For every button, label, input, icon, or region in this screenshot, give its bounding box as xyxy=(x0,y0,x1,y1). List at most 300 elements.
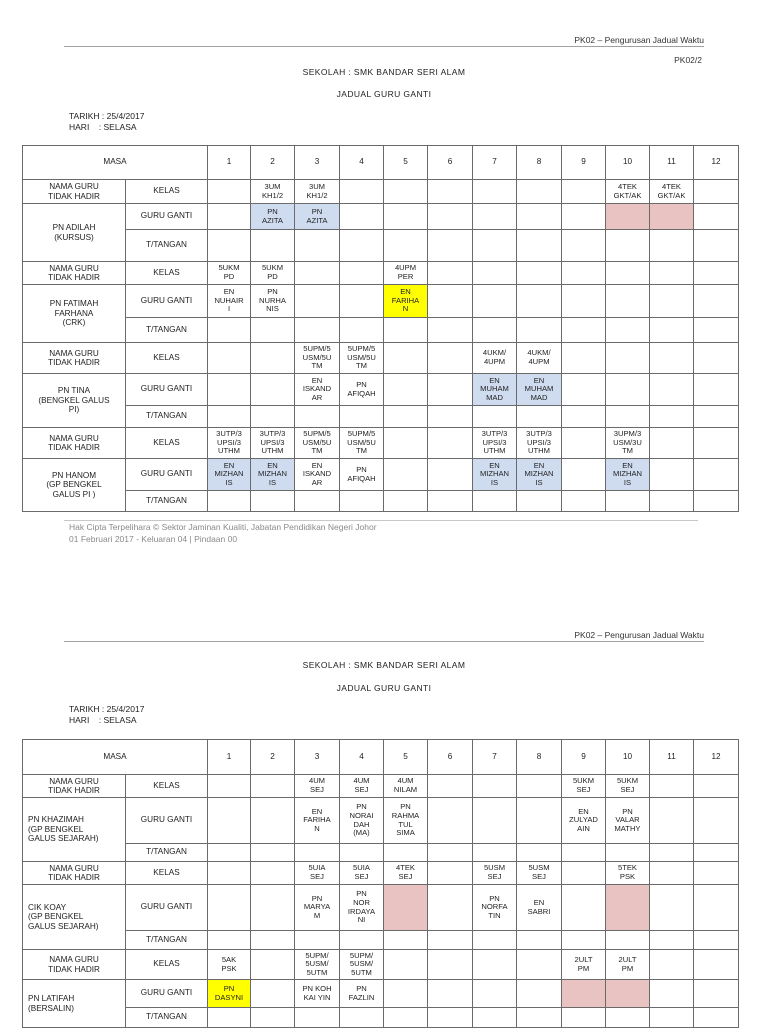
relief-teacher-cell xyxy=(428,885,473,931)
absent-teacher-name: PN ADILAH (KURSUS) xyxy=(23,204,126,262)
header-row xyxy=(23,146,739,180)
kelas-row xyxy=(23,950,739,980)
period-header: 4 xyxy=(340,146,384,180)
relief-row xyxy=(23,374,739,406)
signature-cell xyxy=(606,230,650,262)
relief-teacher-cell: EN MUHAM MAD xyxy=(473,374,517,406)
class-cell xyxy=(473,775,517,798)
signature-label: T/TANGAN xyxy=(126,406,208,428)
class-cell: 3UTP/3 UPSI/3 UTHM xyxy=(473,428,517,459)
class-cell xyxy=(517,262,562,285)
signature-cell xyxy=(694,844,739,862)
class-cell xyxy=(650,428,694,459)
signature-cell xyxy=(473,931,517,950)
relief-teacher-cell xyxy=(562,285,606,318)
relief-teacher-cell xyxy=(208,885,251,931)
relief-teacher-cell xyxy=(562,459,606,491)
relief-teacher-cell: PN NORAI DAH (MA) xyxy=(340,798,384,844)
relief-teacher-cell xyxy=(208,374,251,406)
class-cell xyxy=(694,428,739,459)
class-cell: 5UPM/ 5USM/ 5UTM xyxy=(340,950,384,980)
class-cell xyxy=(694,775,739,798)
class-cell xyxy=(251,775,295,798)
relief-teacher-cell: EN MIZHAN IS xyxy=(606,459,650,491)
class-cell xyxy=(694,343,739,374)
class-cell xyxy=(295,262,340,285)
signature-cell xyxy=(562,844,606,862)
signature-cell xyxy=(473,318,517,343)
class-cell xyxy=(428,775,473,798)
relief-teacher-cell: PN AZITA xyxy=(295,204,340,230)
relief-teacher-cell xyxy=(473,980,517,1008)
relief-teacher-cell: EN SABRI xyxy=(517,885,562,931)
class-cell xyxy=(208,862,251,885)
kelas-label: KELAS xyxy=(126,775,208,798)
relief-teacher-cell xyxy=(208,204,251,230)
relief-teacher-cell xyxy=(384,980,428,1008)
absent-teacher-label: NAMA GURU TIDAK HADIR xyxy=(23,343,126,374)
relief-teacher-cell xyxy=(428,980,473,1008)
relief-teacher-cell xyxy=(384,374,428,406)
signature-cell xyxy=(428,406,473,428)
class-cell: 4UM SEJ xyxy=(340,775,384,798)
relief-teacher-cell xyxy=(384,885,428,931)
signature-cell xyxy=(694,406,739,428)
signature-cell xyxy=(473,844,517,862)
relief-teacher-cell xyxy=(650,374,694,406)
class-cell xyxy=(694,950,739,980)
date-line: TARIKH : 25/4/2017 xyxy=(69,704,145,714)
relief-teacher-cell xyxy=(208,798,251,844)
relief-teacher-cell xyxy=(251,885,295,931)
guru-ganti-label: GURU GANTI xyxy=(126,374,208,406)
class-cell xyxy=(428,428,473,459)
signature-cell xyxy=(428,1008,473,1028)
class-cell xyxy=(650,950,694,980)
class-cell xyxy=(208,343,251,374)
relief-teacher-cell xyxy=(517,798,562,844)
signature-cell xyxy=(384,1008,428,1028)
relief-teacher-cell: PN NORFA TIN xyxy=(473,885,517,931)
class-cell xyxy=(562,262,606,285)
signature-cell xyxy=(251,406,295,428)
relief-teacher-cell: PN NOR IRDAYA NI xyxy=(340,885,384,931)
relief-teacher-cell xyxy=(517,285,562,318)
period-header: 6 xyxy=(428,146,473,180)
document-code: PK02 – Pengurusan Jadual Waktu xyxy=(574,35,704,45)
relief-teacher-cell xyxy=(473,204,517,230)
class-cell: 5UKM PD xyxy=(208,262,251,285)
class-cell: 5UPM/5 USM/5U TM xyxy=(295,428,340,459)
relief-teacher-cell xyxy=(428,374,473,406)
guru-ganti-label: GURU GANTI xyxy=(126,885,208,931)
guru-ganti-label: GURU GANTI xyxy=(126,798,208,844)
absent-teacher-label: NAMA GURU TIDAK HADIR xyxy=(23,775,126,798)
class-cell: 4TEK GKT/AK xyxy=(650,180,694,204)
class-cell xyxy=(650,343,694,374)
masa-header: MASA xyxy=(23,146,208,180)
header-rule xyxy=(64,641,704,642)
relief-teacher-cell xyxy=(473,798,517,844)
absent-teacher-name: PN TINA (BENGKEL GALUS PI) xyxy=(23,374,126,428)
signature-cell xyxy=(340,318,384,343)
relief-teacher-cell xyxy=(650,885,694,931)
signature-cell xyxy=(650,406,694,428)
relief-teacher-cell xyxy=(606,980,650,1008)
class-cell xyxy=(384,428,428,459)
class-cell: 5UPM/5 USM/5U TM xyxy=(340,428,384,459)
class-cell xyxy=(428,262,473,285)
period-header: 10 xyxy=(606,146,650,180)
class-cell: 3UPM/3 USM/3U TM xyxy=(606,428,650,459)
signature-cell xyxy=(606,491,650,512)
signature-cell xyxy=(517,1008,562,1028)
class-cell: 5UKM SEJ xyxy=(562,775,606,798)
relief-teacher-cell: EN MIZHAN IS xyxy=(208,459,251,491)
period-header: 4 xyxy=(340,740,384,775)
relief-teacher-cell xyxy=(295,285,340,318)
signature-cell xyxy=(295,491,340,512)
class-cell xyxy=(606,343,650,374)
relief-teacher-cell xyxy=(517,980,562,1008)
relief-teacher-cell: PN VALAR MATHY xyxy=(606,798,650,844)
relief-teacher-cell: EN ISKAND AR xyxy=(295,374,340,406)
signature-cell xyxy=(251,491,295,512)
relief-row xyxy=(23,285,739,318)
signature-cell xyxy=(251,844,295,862)
kelas-row xyxy=(23,343,739,374)
signature-cell xyxy=(340,1008,384,1028)
signature-label: T/TANGAN xyxy=(126,931,208,950)
relief-teacher-cell xyxy=(694,459,739,491)
footer-rule xyxy=(64,520,698,521)
guru-ganti-label: GURU GANTI xyxy=(126,980,208,1008)
relief-teacher-cell xyxy=(606,885,650,931)
relief-teacher-cell: PN KOH KAI YIN xyxy=(295,980,340,1008)
class-cell: 4UM SEJ xyxy=(295,775,340,798)
signature-cell xyxy=(650,318,694,343)
signature-label: T/TANGAN xyxy=(126,230,208,262)
relief-teacher-cell xyxy=(562,204,606,230)
class-cell xyxy=(428,862,473,885)
signature-cell xyxy=(473,230,517,262)
relief-row xyxy=(23,798,739,844)
kelas-row xyxy=(23,862,739,885)
signature-row xyxy=(23,1008,739,1028)
signature-label: T/TANGAN xyxy=(126,844,208,862)
relief-teacher-cell: EN MUHAM MAD xyxy=(517,374,562,406)
period-header: 11 xyxy=(650,146,694,180)
class-cell xyxy=(208,775,251,798)
class-cell: 3UM KH1/2 xyxy=(251,180,295,204)
signature-cell xyxy=(606,931,650,950)
release-line: 01 Februari 2017 - Keluaran 04 | Pindaan 00 xyxy=(69,534,238,544)
class-cell xyxy=(473,180,517,204)
signature-cell xyxy=(694,931,739,950)
relief-teacher-cell xyxy=(606,285,650,318)
relief-row xyxy=(23,980,739,1008)
day-line: HARI : SELASA xyxy=(69,122,137,132)
class-cell: 4TEK GKT/AK xyxy=(606,180,650,204)
kelas-label: KELAS xyxy=(126,428,208,459)
signature-cell xyxy=(340,931,384,950)
signature-cell xyxy=(473,1008,517,1028)
relief-teacher-cell: PN DASYNI xyxy=(208,980,251,1008)
relief-timetable xyxy=(22,145,739,512)
signature-cell xyxy=(562,406,606,428)
masa-header: MASA xyxy=(23,740,208,775)
class-cell xyxy=(562,180,606,204)
signature-cell xyxy=(694,1008,739,1028)
absent-teacher-name: PN KHAZIMAH (GP BENGKEL GALUS SEJARAH) xyxy=(23,798,126,862)
period-header: 9 xyxy=(562,740,606,775)
relief-teacher-cell xyxy=(428,285,473,318)
relief-teacher-cell xyxy=(384,459,428,491)
relief-teacher-cell: PN MARYA M xyxy=(295,885,340,931)
signature-row xyxy=(23,931,739,950)
class-cell xyxy=(562,343,606,374)
signature-cell xyxy=(340,230,384,262)
class-cell: 5UIA SEJ xyxy=(340,862,384,885)
relief-teacher-cell xyxy=(251,980,295,1008)
class-cell: 4UPM PER xyxy=(384,262,428,285)
absent-teacher-name: PN HANOM (GP BENGKEL GALUS PI ) xyxy=(23,459,126,512)
class-cell xyxy=(428,950,473,980)
guru-ganti-label: GURU GANTI xyxy=(126,204,208,230)
absent-teacher-label: NAMA GURU TIDAK HADIR xyxy=(23,862,126,885)
class-cell: 3UTP/3 UPSI/3 UTHM xyxy=(251,428,295,459)
relief-row xyxy=(23,885,739,931)
signature-cell xyxy=(694,491,739,512)
relief-teacher-cell xyxy=(384,204,428,230)
period-header: 3 xyxy=(295,146,340,180)
signature-cell xyxy=(340,406,384,428)
signature-cell xyxy=(562,491,606,512)
signature-cell xyxy=(517,491,562,512)
class-cell xyxy=(517,775,562,798)
period-header: 8 xyxy=(517,146,562,180)
signature-cell xyxy=(606,1008,650,1028)
signature-label: T/TANGAN xyxy=(126,1008,208,1028)
relief-teacher-cell xyxy=(251,374,295,406)
period-header: 9 xyxy=(562,146,606,180)
signature-cell xyxy=(428,230,473,262)
class-cell xyxy=(251,950,295,980)
class-cell: 4TEK SEJ xyxy=(384,862,428,885)
signature-cell xyxy=(650,1008,694,1028)
class-cell: 5USM SEJ xyxy=(517,862,562,885)
school-name: SEKOLAH : SMK BANDAR SERI ALAM xyxy=(302,67,466,77)
signature-cell xyxy=(562,1008,606,1028)
signature-cell xyxy=(517,230,562,262)
signature-cell xyxy=(606,844,650,862)
relief-teacher-cell: EN FARIHA N xyxy=(295,798,340,844)
signature-cell xyxy=(694,318,739,343)
signature-cell xyxy=(473,491,517,512)
relief-teacher-cell: EN MIZHAN IS xyxy=(517,459,562,491)
relief-teacher-cell: EN ISKAND AR xyxy=(295,459,340,491)
relief-teacher-cell xyxy=(694,374,739,406)
signature-cell xyxy=(562,230,606,262)
kelas-label: KELAS xyxy=(126,950,208,980)
class-cell: 5UPM/5 USM/5U TM xyxy=(340,343,384,374)
signature-cell xyxy=(295,406,340,428)
period-header: 1 xyxy=(208,146,251,180)
day-line: HARI : SELASA xyxy=(69,715,137,725)
signature-cell xyxy=(562,318,606,343)
copyright-line: Hak Cipta Terpelihara © Sektor Jaminan Kualiti, Jabatan Pendidikan Negeri Johor xyxy=(69,522,377,532)
relief-teacher-cell xyxy=(340,285,384,318)
relief-teacher-cell xyxy=(694,885,739,931)
relief-teacher-cell xyxy=(606,204,650,230)
relief-teacher-cell xyxy=(650,980,694,1008)
relief-teacher-cell: EN ZULYAD AIN xyxy=(562,798,606,844)
signature-cell xyxy=(428,931,473,950)
signature-cell xyxy=(295,1008,340,1028)
class-cell xyxy=(517,180,562,204)
signature-cell xyxy=(650,931,694,950)
class-cell xyxy=(650,262,694,285)
signature-cell xyxy=(251,230,295,262)
signature-cell xyxy=(384,844,428,862)
relief-teacher-cell xyxy=(428,798,473,844)
signature-cell xyxy=(517,844,562,862)
period-header: 12 xyxy=(694,740,739,775)
relief-teacher-cell: PN AZITA xyxy=(251,204,295,230)
kelas-label: KELAS xyxy=(126,343,208,374)
class-cell xyxy=(384,343,428,374)
class-cell: 2ULT PM xyxy=(606,950,650,980)
class-cell xyxy=(340,180,384,204)
relief-teacher-cell xyxy=(340,204,384,230)
class-cell: 5UIA SEJ xyxy=(295,862,340,885)
document-title: JADUAL GURU GANTI xyxy=(336,89,432,99)
absent-teacher-name: PN LATIFAH (BERSALIN) xyxy=(23,980,126,1028)
relief-row xyxy=(23,204,739,230)
class-cell xyxy=(650,775,694,798)
signature-cell xyxy=(650,844,694,862)
class-cell: 5USM SEJ xyxy=(473,862,517,885)
period-header: 6 xyxy=(428,740,473,775)
period-header: 5 xyxy=(384,740,428,775)
signature-row xyxy=(23,318,739,343)
signature-cell xyxy=(340,844,384,862)
period-header: 2 xyxy=(251,146,295,180)
signature-cell xyxy=(384,491,428,512)
signature-cell xyxy=(384,931,428,950)
relief-teacher-cell: EN FARIHA N xyxy=(384,285,428,318)
relief-teacher-cell xyxy=(650,204,694,230)
signature-cell xyxy=(208,230,251,262)
signature-cell xyxy=(517,406,562,428)
class-cell xyxy=(473,950,517,980)
relief-teacher-cell: PN NURHA NIS xyxy=(251,285,295,318)
class-cell xyxy=(694,862,739,885)
kelas-row xyxy=(23,775,739,798)
class-cell: 2ULT PM xyxy=(562,950,606,980)
header-rule xyxy=(64,46,704,47)
signature-cell xyxy=(517,931,562,950)
signature-row xyxy=(23,491,739,512)
relief-teacher-cell xyxy=(562,980,606,1008)
relief-teacher-cell xyxy=(694,798,739,844)
signature-label: T/TANGAN xyxy=(126,318,208,343)
relief-teacher-cell xyxy=(517,204,562,230)
signature-cell xyxy=(208,318,251,343)
period-header: 10 xyxy=(606,740,650,775)
class-cell: 5UPM/ 5USM/ 5UTM xyxy=(295,950,340,980)
signature-cell xyxy=(384,318,428,343)
relief-timetable xyxy=(22,739,739,1028)
signature-cell xyxy=(208,406,251,428)
class-cell xyxy=(606,262,650,285)
relief-teacher-cell xyxy=(694,204,739,230)
signature-cell xyxy=(650,491,694,512)
class-cell xyxy=(562,428,606,459)
signature-cell xyxy=(208,491,251,512)
absent-teacher-name: CIK KOAY (GP BENGKEL GALUS SEJARAH) xyxy=(23,885,126,950)
relief-teacher-cell xyxy=(650,459,694,491)
relief-teacher-cell xyxy=(562,374,606,406)
relief-teacher-cell: PN FAZLIN xyxy=(340,980,384,1008)
absent-teacher-name: PN FATIMAH FARHANA (CRK) xyxy=(23,285,126,343)
class-cell: 4UM NILAM xyxy=(384,775,428,798)
class-cell xyxy=(694,180,739,204)
signature-cell xyxy=(295,318,340,343)
signature-row xyxy=(23,844,739,862)
school-name: SEKOLAH : SMK BANDAR SERI ALAM xyxy=(302,660,466,670)
relief-row xyxy=(23,459,739,491)
relief-teacher-cell xyxy=(473,285,517,318)
relief-teacher-cell xyxy=(428,459,473,491)
absent-teacher-label: NAMA GURU TIDAK HADIR xyxy=(23,428,126,459)
kelas-label: KELAS xyxy=(126,180,208,204)
relief-teacher-cell xyxy=(428,204,473,230)
relief-teacher-cell xyxy=(251,798,295,844)
signature-row xyxy=(23,406,739,428)
class-cell xyxy=(208,180,251,204)
kelas-row xyxy=(23,428,739,459)
class-cell: 3UM KH1/2 xyxy=(295,180,340,204)
signature-cell xyxy=(473,406,517,428)
period-header: 2 xyxy=(251,740,295,775)
date-line: TARIKH : 25/4/2017 xyxy=(69,111,145,121)
relief-teacher-cell: EN NUHAIR I xyxy=(208,285,251,318)
class-cell xyxy=(473,262,517,285)
relief-teacher-cell: EN MIZHAN IS xyxy=(251,459,295,491)
relief-teacher-cell xyxy=(562,885,606,931)
class-cell xyxy=(517,950,562,980)
document-title: JADUAL GURU GANTI xyxy=(336,683,432,693)
absent-teacher-label: NAMA GURU TIDAK HADIR xyxy=(23,180,126,204)
signature-cell xyxy=(251,931,295,950)
signature-cell xyxy=(428,491,473,512)
relief-teacher-cell: PN AFIQAH xyxy=(340,374,384,406)
class-cell xyxy=(562,862,606,885)
class-cell: 3UTP/3 UPSI/3 UTHM xyxy=(208,428,251,459)
period-header: 11 xyxy=(650,740,694,775)
period-header: 7 xyxy=(473,146,517,180)
class-cell: 3UTP/3 UPSI/3 UTHM xyxy=(517,428,562,459)
signature-row xyxy=(23,230,739,262)
kelas-row xyxy=(23,180,739,204)
signature-cell xyxy=(208,1008,251,1028)
class-cell: 5UPM/5 USM/5U TM xyxy=(295,343,340,374)
header-row xyxy=(23,740,739,775)
absent-teacher-label: NAMA GURU TIDAK HADIR xyxy=(23,950,126,980)
signature-cell xyxy=(208,844,251,862)
signature-cell xyxy=(384,230,428,262)
